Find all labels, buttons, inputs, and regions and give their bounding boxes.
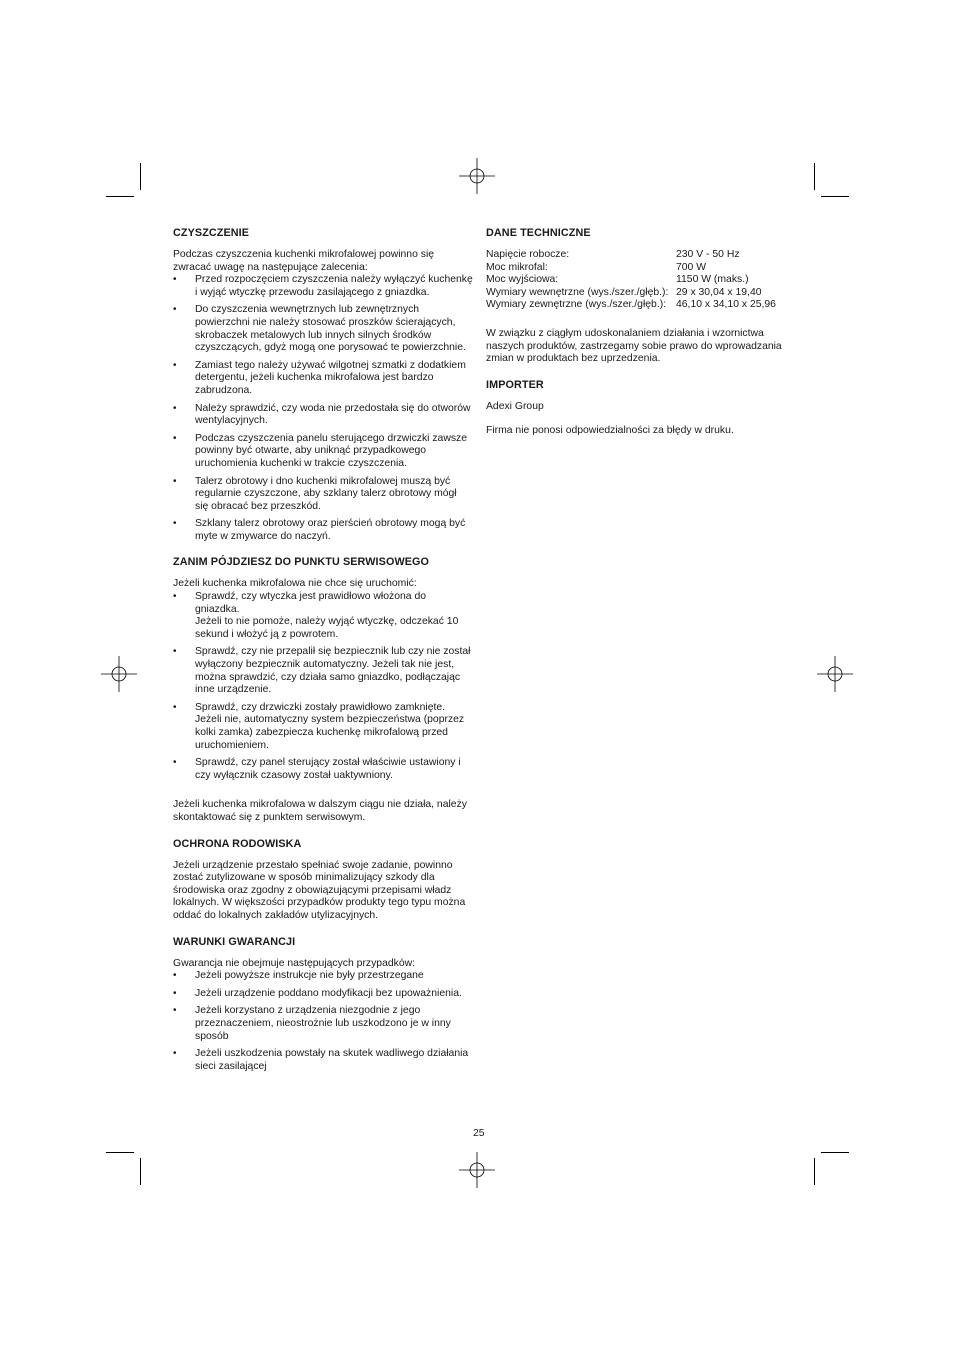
- list-item: • Jeżeli korzystano z urządzenia niezgodnie z jego przeznaczeniem, nieostrożnie lub uszkodzono je w inny sposób: [173, 1005, 473, 1043]
- list-item: • Należy sprawdzić, czy woda nie przedostała się do otworów wentylacyjnych.: [173, 403, 473, 428]
- right-column: [486, 227, 786, 451]
- section-importer: [486, 379, 786, 438]
- crop-mark-top-left-h: [106, 196, 134, 197]
- service-intro: Jeżeli kuchenka mikrofalowa nie chce się uruchomić:: [173, 578, 417, 590]
- table-row: Wymiary wewnętrzne (wys./szer./głęb.): 29 x 30,04 x 19,40: [486, 286, 762, 298]
- service-outro: Jeżeli kuchenka mikrofalowa w dalszym ciągu nie działa, należy skontaktować się z punktem serwisowym.: [173, 799, 467, 823]
- registration-mark-right: [817, 656, 853, 692]
- crop-mark-top-left-v: [140, 163, 141, 190]
- cleaning-heading: CZYSZCZENIE: [173, 227, 250, 239]
- importer-name: Adexi Group: [486, 400, 544, 412]
- cleaning-list: [173, 274, 473, 543]
- registration-mark-bottom: [459, 1152, 495, 1188]
- importer-disclaimer: Firma nie ponosi odpowiedzialności za błędy w druku.: [486, 425, 734, 437]
- crop-mark-top-right-h: [821, 196, 849, 197]
- section-specs: [486, 227, 786, 366]
- environment-body: Jeżeli urządzenie przestało spełniać swoje zadanie, powinno zostać zutylizowane w sposób minimalizujący szkody dla środowiska oraz zgodny z obowiązującymi przepisami władz lokalnych. W większości przypadków produkty tego typu można oddać do lokalnych zakładów utylizacyjnych.: [173, 859, 466, 921]
- table-row: Napięcie robocze: 230 V - 50 Hz: [486, 249, 740, 260]
- page-number: 25: [473, 1128, 485, 1139]
- environment-heading: OCHRONA RODOWISKA: [173, 837, 302, 850]
- section-cleaning: [173, 227, 473, 543]
- table-row: Moc mikrofal: 700 W: [486, 261, 707, 273]
- list-item: • Przed rozpoczęciem czyszczenia należy wyłączyć kuchenkę i wyjąć wtyczkę przewodu zasilającego z gniazdka.: [173, 274, 473, 299]
- crop-mark-bottom-right-h: [821, 1152, 849, 1153]
- registration-mark-left: [101, 656, 137, 692]
- service-heading: ZANIM PÓJDZIESZ DO PUNKTU SERWISOWEGO: [173, 556, 430, 569]
- section-service: [173, 556, 473, 824]
- warranty-intro: Gwarancja nie obejmuje następujących przypadków:: [173, 957, 416, 969]
- list-item: • Sprawdź, czy wtyczka jest prawidłowo włożona do gniazdka. Jeżeli to nie pomoże, należy wyjąć wtyczkę, odczekać 10 sekund i włożyć ją z powrotem.: [173, 591, 473, 641]
- crop-mark-bottom-left-v: [140, 1158, 141, 1185]
- table-row: Moc wyjściowa: 1150 W (maks.): [486, 274, 749, 286]
- registration-mark-top: [459, 158, 495, 194]
- list-item: • Podczas czyszczenia panelu sterującego drzwiczki zawsze powinny być otwarte, aby uniknąć przypadkowego uruchomienia kuchenki w trakcie czyszczenia.: [173, 433, 473, 471]
- list-item: • Do czyszczenia wewnętrznych lub zewnętrznych powierzchni nie należy stosować proszków ścierających, skrobaczek metalowych lub innych silnych środków czyszczących, gdyż mogą one porysować te powierzchnie.: [173, 304, 473, 354]
- list-item: • Szklany talerz obrotowy oraz pierścień obrotowy mogą być myte w zmywarce do naczyń.: [173, 518, 473, 543]
- list-item: • Sprawdź, czy nie przepalił się bezpiecznik lub czy nie został wyłączony bezpiecznik automatyczny. Jeżeli tak nie jest, można sprawdzić, czy działa samo gniazdko, podłączając inne urządzenie.: [173, 646, 473, 696]
- importer-heading: IMPORTER: [486, 378, 544, 391]
- list-item: • Jeżeli uszkodzenia powstały na skutek wadliwego działania sieci zasilającej: [173, 1048, 473, 1073]
- section-warranty: [173, 936, 473, 1074]
- specs-table: [486, 249, 776, 312]
- left-column: [173, 227, 473, 1086]
- list-item: • Zamiast tego należy używać wilgotnej szmatki z dodatkiem detergentu, jeżeli kuchenka mikrofalowa jest bardzo zabrudzona.: [173, 360, 473, 398]
- list-item: • Jeżeli urządzenie poddano modyfikacji bez upoważnienia.: [173, 988, 473, 1001]
- crop-mark-bottom-right-v: [814, 1158, 815, 1185]
- table-row: Wymiary zewnętrzne (wys./szer./głęb.): 46,10 x 34,10 x 25,96: [486, 299, 776, 311]
- specs-note: W związku z ciągłym udoskonalaniem działania i wzornictwa naszych produktów, zastrzegamy sobie prawo do wprowadzania zmian w produktach bez uprzedzenia.: [486, 327, 782, 365]
- cleaning-intro: Podczas czyszczenia kuchenki mikrofalowej powinno się zwracać uwagę na następujące zalecenia:: [173, 249, 435, 273]
- warranty-heading: WARUNKI GWARANCJI: [173, 935, 296, 948]
- crop-mark-top-right-v: [814, 163, 815, 190]
- service-list: [173, 591, 473, 782]
- list-item: • Talerz obrotowy i dno kuchenki mikrofalowej muszą być regularnie czyszczone, aby szklany talerz obrotowy mógł się obracać bez przeszkód.: [173, 476, 473, 514]
- warranty-list: [173, 970, 473, 1073]
- specs-heading: DANE TECHNICZNE: [486, 227, 591, 239]
- crop-mark-bottom-left-h: [106, 1152, 134, 1153]
- list-item: • Sprawdź, czy drzwiczki zostały prawidłowo zamknięte. Jeżeli nie, automatyczny system bezpieczeństwa (poprzez kolki zamka) zabezpiecza kuchenkę mikrofalową przed uruchomieniem.: [173, 702, 473, 752]
- list-item: • Jeżeli powyższe instrukcje nie były przestrzegane: [173, 970, 473, 983]
- section-environment: [173, 838, 473, 923]
- list-item: • Sprawdź, czy panel sterujący został właściwie ustawiony i czy wyłącznik czasowy został uaktywniony.: [173, 757, 473, 782]
